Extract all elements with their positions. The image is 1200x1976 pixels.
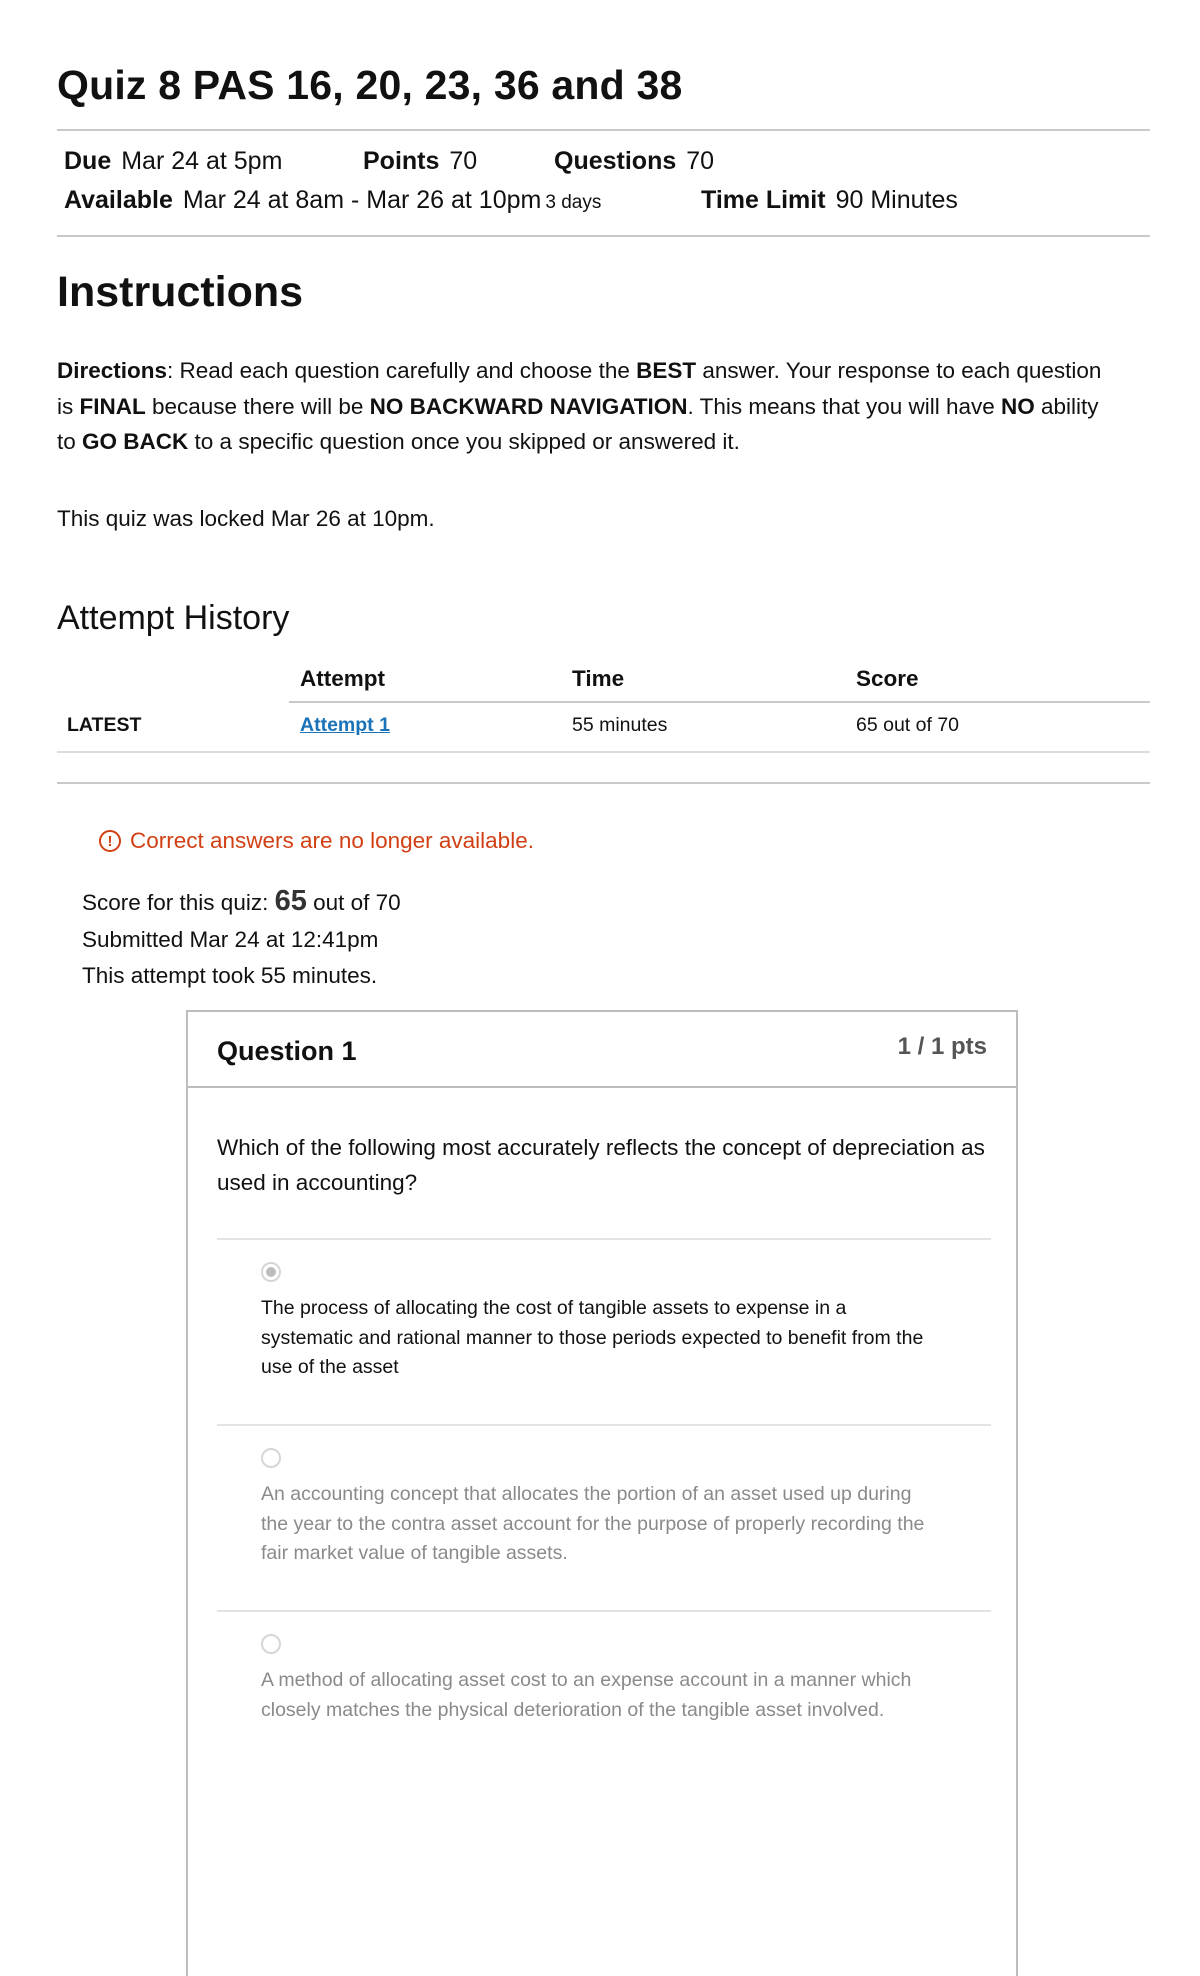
column-header-score: Score <box>856 666 919 691</box>
attempt-score: 65 out of 70 <box>856 714 960 736</box>
time-limit-meta: Time Limit 90 Minutes <box>701 186 958 214</box>
points-meta: Points 70 <box>363 147 478 175</box>
question-header <box>188 1012 1016 1088</box>
answer-option: An accounting concept that allocates the portion of an asset used up during the year to the contra asset account for the purpose of properly recording the fair market value of tangible assets. <box>261 1483 925 1565</box>
questions-meta: Questions 70 <box>554 147 715 175</box>
attempt-time: 55 minutes <box>572 714 668 736</box>
answer-divider <box>217 1610 991 1612</box>
question-points: 1 / 1 pts <box>897 1033 987 1060</box>
question-text: Which of the following most accurately reflects the concept of depreciation as used in accounting? <box>217 1135 985 1195</box>
alert-circle-icon: ! <box>99 830 121 852</box>
attempt-history-heading: Attempt History <box>57 599 290 637</box>
attempt-link[interactable]: Attempt 1 <box>300 714 390 736</box>
column-header-attempt: Attempt <box>300 666 385 691</box>
answer-option: A method of allocating asset cost to an expense account in a manner which closely matches the physical deterioration of the tangible asset involved. <box>261 1669 912 1721</box>
answer-divider <box>217 1424 991 1426</box>
answer-radio[interactable] <box>261 1634 281 1654</box>
question-card <box>186 1010 1018 1976</box>
instructions-heading: Instructions <box>57 268 304 316</box>
correct-answers-warning <box>99 828 534 854</box>
divider <box>57 235 1150 237</box>
question-title: Question 1 <box>217 1036 357 1066</box>
divider <box>57 129 1150 131</box>
quiz-score: Score for this quiz: 65 out of 70 <box>82 885 401 917</box>
divider <box>57 782 1150 784</box>
page-title: Quiz 8 PAS 16, 20, 23, 36 and 38 <box>57 62 683 108</box>
answer-radio-selected[interactable] <box>261 1262 281 1282</box>
due-meta: Due Mar 24 at 5pm <box>64 147 283 175</box>
answer-radio[interactable] <box>261 1448 281 1468</box>
answer-option: The process of allocating the cost of tangible assets to expense in a systematic and rational manner to those periods expected to benefit from the use of the asset <box>261 1297 924 1379</box>
duration-text: This attempt took 55 minutes. <box>82 963 378 988</box>
latest-label: LATEST <box>67 714 142 736</box>
table-row-rule <box>57 751 1150 753</box>
table-header-rule <box>289 701 1150 703</box>
instructions-text: Directions: Read each question carefully and choose the BEST answer. Your response to each question is FINAL because there will be NO BACKWARD NAVIGATION. This means that you will have NO ability to GO BACK to a specific question once you skipped or answered it. <box>57 358 1102 454</box>
answer-divider <box>217 1238 991 1240</box>
column-header-time: Time <box>572 666 625 691</box>
available-meta: Available Mar 24 at 8am - Mar 26 at 10pm 3 days <box>64 186 602 214</box>
locked-notice: This quiz was locked Mar 26 at 10pm. <box>57 506 435 531</box>
score-value: 65 <box>274 885 307 917</box>
warning-text: Correct answers are no longer available. <box>130 828 534 853</box>
submitted-text: Submitted Mar 24 at 12:41pm <box>82 927 379 952</box>
